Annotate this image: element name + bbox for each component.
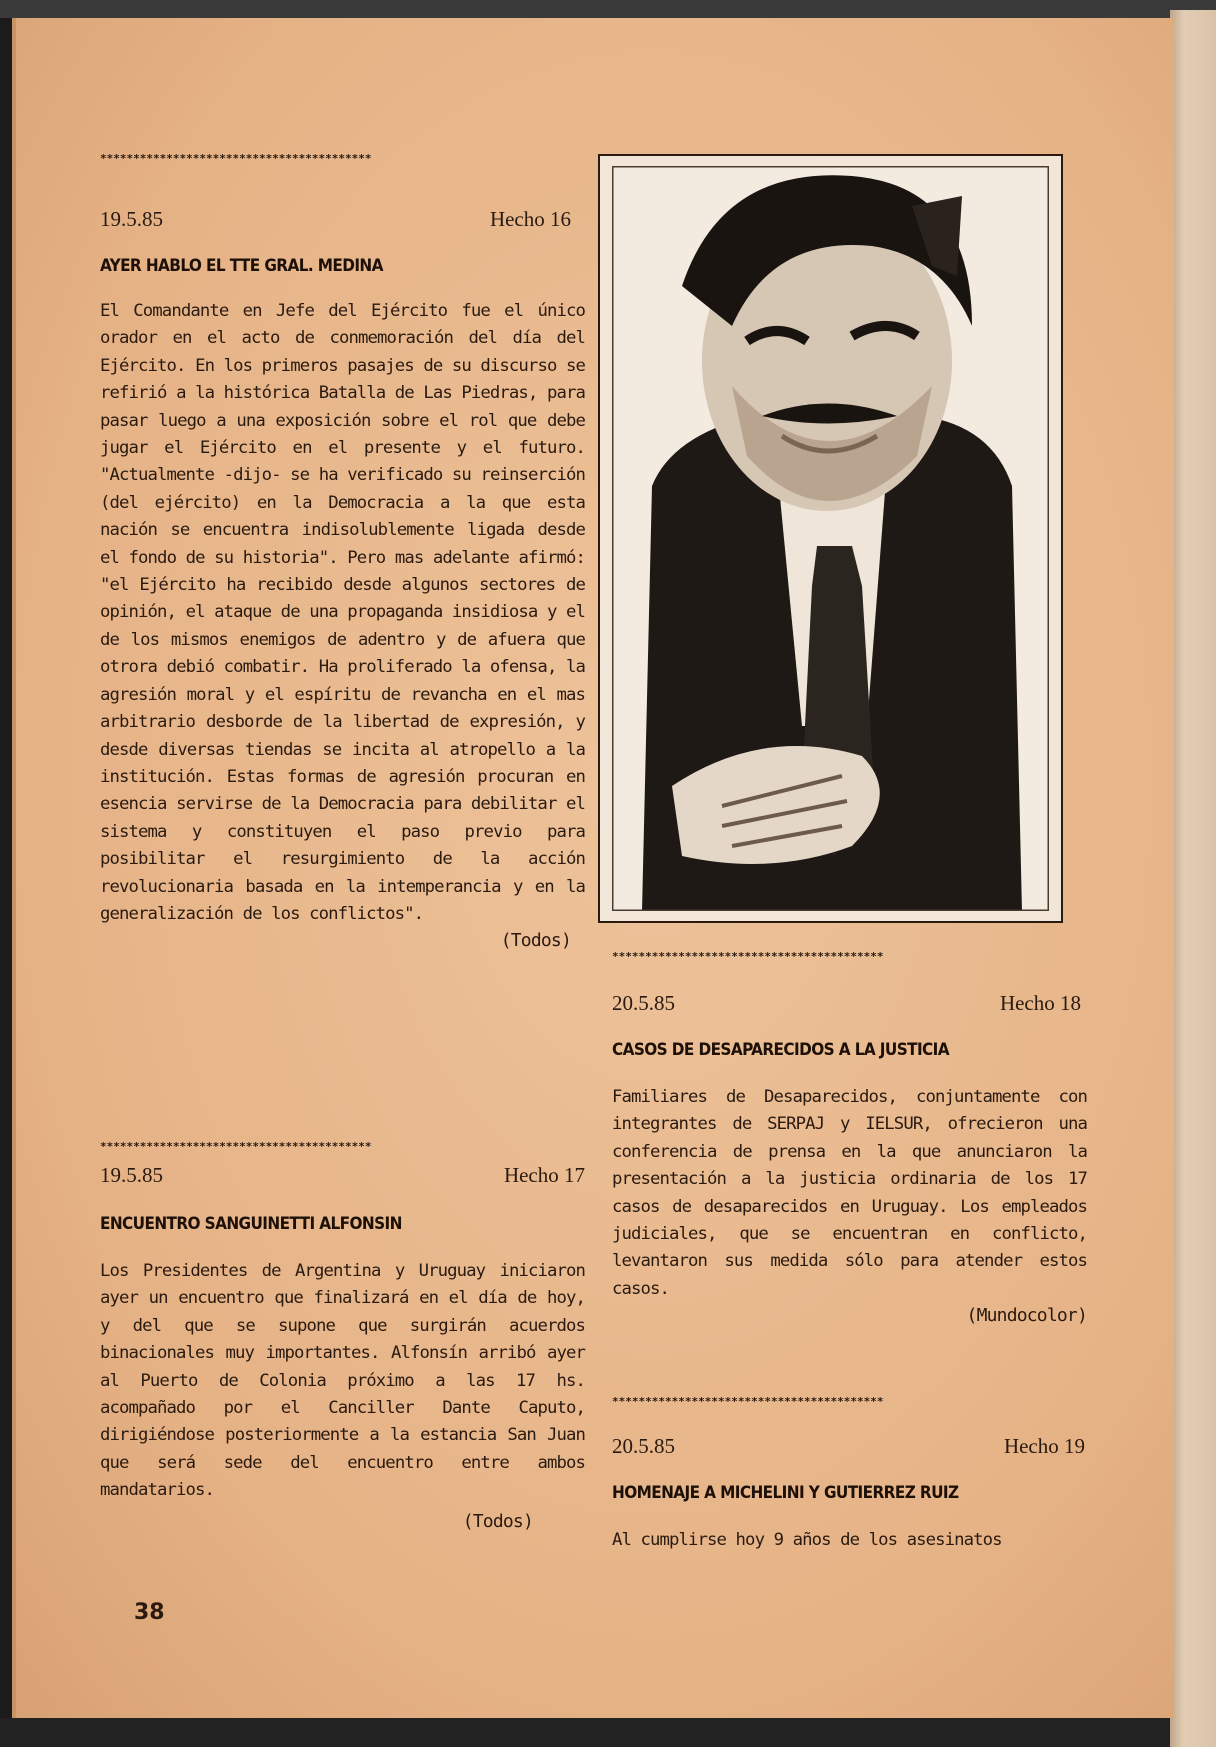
- article-body: Los Presidentes de Argentina y Uruguay iniciaron ayer un encuentro que finalizará en el día de hoy, y del que se supone que surgirán acuerdos binacionales muy importantes. Alfonsín arribó ayer al Puerto de Colonia próximo a las 17 hs. acompañado por el Canciller Dante Caputo, dirigiéndose posteriormente a la estancia San Juan que será sede del encuentro entre ambos mandatarios.: [100, 1261, 585, 1501]
- article-hecho-17: [100, 1140, 585, 1532]
- article-headline: ENCUENTRO SANGUINETTI ALFONSIN: [100, 1214, 402, 1234]
- article-date: 20.5.85: [612, 991, 675, 1015]
- article-body: El Comandante en Jefe del Ejército fue el único orador en el acto de conmemoración del día del Ejército. En los primeros pasajes de su discurso se refirió a la histórica Batalla de Las Piedras, para pasar luego a una exposición sobre el rol que debe jugar el Ejército en el presente y el futuro. "Actualmente -dijo- se ha verificado su reinserción (del ejército) en la Democracia a la que esta nación se encuentra indisolublemente ligada desde el fondo de su historia". Pero mas adelante afirmó: "el Ejército ha recibido desde algunos sectores de opinión, el ataque de una propaganda insidiosa y el de los mismos enemigos de adentro y de afuera que otrora debió combatir. Ha proliferado la ofensa, la agresión moral y el espíritu de revancha en el mas arbitrario desborde de la libertad de expresión, y desde diversas tiendas se incita al atropello a la institución. Estas formas de agresión procuran en esencia servirse de la Democracia para debilitar el sistema y constituyen el paso previo para posibilitar el resurgimiento de la acción revolucionaria basada en la intemperancia y en la generalización de los conflictos".: [100, 301, 585, 924]
- portrait-photo: [598, 154, 1063, 923]
- article-meta: [100, 1163, 585, 1188]
- adjacent-page-edge: [1170, 10, 1216, 1747]
- article-meta: [100, 207, 585, 232]
- portrait-photo-image: [612, 166, 1049, 911]
- separator-stars: *****************************************: [100, 152, 372, 165]
- separator-stars: *****************************************: [100, 1140, 372, 1153]
- article-source: (Todos): [462, 1510, 533, 1532]
- left-column: [100, 152, 585, 165]
- article-hecho: Hecho 16: [489, 207, 571, 231]
- separator-stars: *****************************************: [612, 1395, 884, 1408]
- separator-stars: *****************************************: [612, 950, 884, 963]
- article-hecho-18: [612, 950, 1087, 1326]
- article-hecho: Hecho 18: [999, 991, 1081, 1015]
- scan-top-edge: [0, 0, 1216, 18]
- article-hecho: Hecho 19: [1003, 1434, 1085, 1458]
- article-hecho-19: [612, 1395, 1087, 1554]
- article-headline: CASOS DE DESAPARECIDOS A LA JUSTICIA: [612, 1040, 949, 1060]
- article-meta: [612, 1434, 1087, 1459]
- article-body: Al cumplirse hoy 9 años de los asesinatos: [612, 1530, 1002, 1550]
- article-body: Familiares de Desaparecidos, conjuntamente con integrantes de SERPAJ y IELSUR, ofrecieron una conferencia de prensa en la que anunciaron la presentación a la justicia ordinaria de los 17 casos de desaparecidos en Uruguay. Los empleados judiciales, que se encuentran en conflicto, levantaron sus medida sólo para atender estos casos.: [612, 1087, 1087, 1299]
- article-meta: [612, 991, 1087, 1016]
- article-hecho-16: [100, 207, 585, 951]
- scan-bottom-edge: [0, 1718, 1170, 1747]
- article-hecho: Hecho 17: [503, 1163, 585, 1187]
- article-headline: HOMENAJE A MICHELINI Y GUTIERREZ RUIZ: [612, 1483, 959, 1503]
- page-footer: [100, 1600, 585, 1625]
- article-headline: AYER HABLO EL TTE GRAL. MEDINA: [100, 256, 383, 276]
- article-source: (Todos): [500, 930, 571, 952]
- article-source: (Mundocolor): [966, 1305, 1087, 1327]
- article-date: 19.5.85: [100, 1163, 163, 1187]
- article-date: 20.5.85: [612, 1434, 675, 1458]
- page-number: 38: [134, 1600, 165, 1625]
- article-date: 19.5.85: [100, 207, 163, 231]
